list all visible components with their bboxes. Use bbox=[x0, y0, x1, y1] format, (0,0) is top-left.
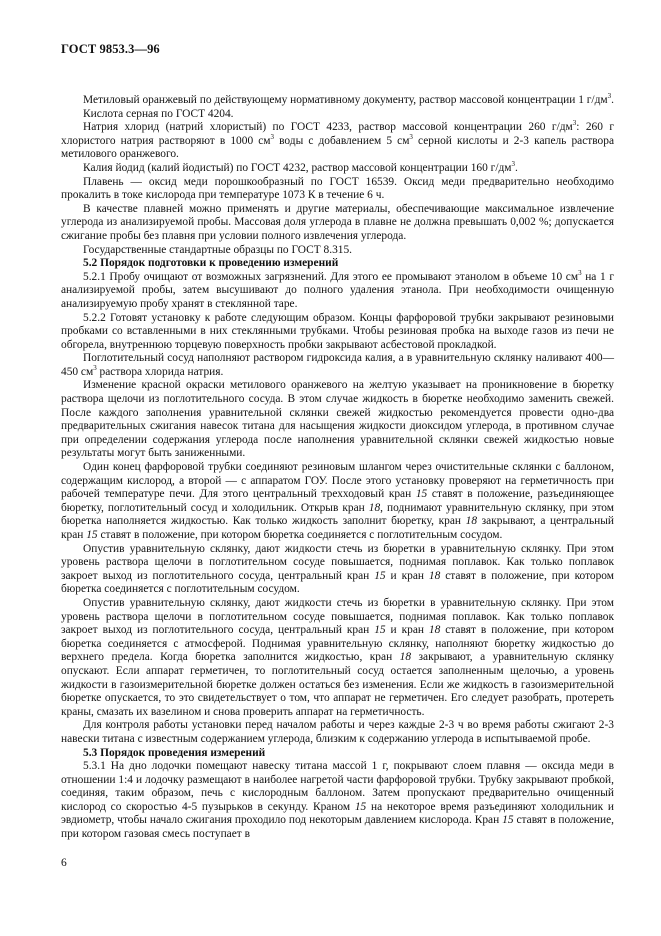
paragraph-sulfuric-acid: Кислота серная по ГОСТ 4204. bbox=[83, 107, 234, 120]
paragraph-5-3-1: 5.3.1 На дно лодочки помещают навеску титана массой 1 г, покрывают слоем плавня — оксида меди в отношении 1:4 и лодочку размещают в наиболее нагретой части фарфоровой трубки. Трубку закрывают пробкой, соединяя, таким образом, печь с кислородным баллоном. Затем пропускают предварительно очищенный кислород со скоростью 4-5 пузырьков в секунду. Краном 15 на некоторое время разъединяют холодильник и эвдиометр, чтобы начало сжигания проходило под некоторым давлением кислорода. Кран 15 ставят в положение, при котором газовая смесь поступает в bbox=[61, 760, 615, 841]
paragraph-5-2-1: 5.2.1 Пробу очищают от возможных загрязнений. Для этого ее промывают этанолом в объеме 10 $см^3$ на 1 г анализируемой пробы, затем высушивают до полного удаления этанола. При необходимости очищенную анализируемую пробу хранят в стеклянной таре. bbox=[61, 268, 614, 310]
paragraph-tube-connection: Один конец фарфоровой трубки соединяют резиновым шлангом через очистительные склянки с баллоном, содержащим кислород, а второй — с аппаратом ГОУ. После этого установку проверяют на герметичность при рабочей температуре печи. Для этого центральный трехходовый кран 15 ставят в положение, разъединяющее бюретку, поглотительный сосуд и холодильник. Открыв кран 18, поднимают уравнительную склянку, при этом бюретка наполняется жидкостью. Как только жидкость заполнит бюретку, кран 18 закрывают, а центральный кран 15 ставят в положение, при котором бюретка соединяется с поглотительным сосудом. bbox=[61, 461, 614, 541]
paragraph-5-2-2: 5.2.2 Готовят установку к работе следующим образом. Концы фарфоровой трубки закрывают резиновыми пробками со вставленными в них стеклянными трубками. Чтобы резиновая пробка на выходе газов из печи не обгорела, внутреннюю торцевую поверхность пробки закрывают асбестовой прокладкой. bbox=[61, 311, 614, 351]
paragraph-potassium-iodide: Калия йодид (калий йодистый) по ГОСТ 4232, раствор массовой концентрации 160 $г/дм^3$. bbox=[83, 160, 518, 174]
paragraph-standard-samples: Государственные стандартные образцы по ГОСТ 8.315. bbox=[83, 243, 353, 256]
paragraph-other-fluxes: В качестве плавней можно применять и другие материалы, обеспечивающие максимальное извлечение углерода из анализируемой пробы. Массовая доля углерода в плавне не должна превышать 0,002 %; допускается сжигание пробы без плавня при условии полного извлечения углерода. bbox=[61, 202, 614, 242]
paragraph-lower-flask-2: Опустив уравнительную склянку, дают жидкости стечь из бюретки в уравнительную склянку. При этом уровень раствора щелочи в поглотительном сосуде повышается, поднимая поплавок. Как только поплавок закроет выход из поглотительного сосуда, центральный кран 15 и кран 18 ставят в положение, при котором бюретка соединяется с атмосферой. Поднимая уравнительную склянку, наполняют бюретку жидкостью до верхнего предела. Когда бюретка заполнится жидкостью, кран 18 закрывают, а уравнительную склянку опускают. Если аппарат герметичен, то поглотительный сосуд остается заполненным щелочью, а уровень жидкости в газоизмерительной бюретке должен остаться без изменения. Если же жидкость в газоизмерительной бюретке опускается, то это свидетельствует о том, что аппарат не герметичен. Его следует разобрать, протереть краны, смазать их вазелином и снова проверить аппарат на герметичность. bbox=[61, 596, 614, 718]
document-body bbox=[61, 94, 614, 842]
paragraph-methyl-orange: Метиловый оранжевый по действующему нормативному документу, раствор массовой концентрации 1 $г/дм^3$. bbox=[83, 92, 614, 106]
page-number: 6 bbox=[61, 857, 67, 869]
paragraph-sodium-chloride: Натрия хлорид (натрий хлористый) по ГОСТ 4233, раствор массовой концентрации 260 $г/дм^3$: 260 г хлористого натрия растворяют в 1000 $см^3$ воды с добавлением 5 $см^3$ серной кислоты и 2-3 капель раствора метилового оранжевого. bbox=[61, 119, 615, 161]
section-heading-5-3: 5.3 Порядок проведения измерений bbox=[83, 746, 266, 759]
paragraph-lower-flask-1: Опустив уравнительную склянку, дают жидкости стечь из бюретки в уравнительную склянку. При этом уровень раствора щелочи в поглотительном сосуде повышается, поднимая поплавок. Как только поплавок закроет выход из поглотительного сосуда, центральный кран 15 и кран 18 ставят в положение, при котором бюретка соединяется с поглотительным сосудом. bbox=[61, 542, 614, 596]
paragraph-control: Для контроля работы установки перед началом работы и через каждые 2-3 ч во время работы сжигают 2-3 навески титана с известным содержанием углерода, близким к содержанию углерода в испытываемой пробе. bbox=[61, 719, 614, 745]
document-code-header: ГОСТ 9853.3—96 bbox=[61, 42, 160, 56]
section-heading-5-2: 5.2 Порядок подготовки к проведению измерений bbox=[83, 257, 339, 270]
paragraph-color-change: Изменение красной окраски метилового оранжевого на желтую указывает на проникновение в бюретку раствора щелочи из поглотительного сосуда. В этом случае жидкость в бюретке необходимо заменить свежей. После каждого заполнения уравнительной склянки свежей жидкостью рекомендуется провести одно-два предварительных сжигания навесок титана для насыщения жидкости диоксидом углерода, в противном случае при определении содержания углерода после наполнения уравнительной склянки свежей жидкостью новые результаты могут быть заниженными. bbox=[61, 379, 614, 460]
paragraph-absorber-fill: Поглотительный сосуд наполняют раствором гидроксида калия, а в уравнительную склянку наливают 400—450 $см^3$ раствора хлорида натрия. bbox=[61, 352, 614, 378]
paragraph-flux: Плавень — оксид меди порошкообразный по ГОСТ 16539. Оксид меди предварительно необходимо прокалить в токе кислорода при температуре 1073 К в течение 6 ч. bbox=[61, 175, 614, 202]
